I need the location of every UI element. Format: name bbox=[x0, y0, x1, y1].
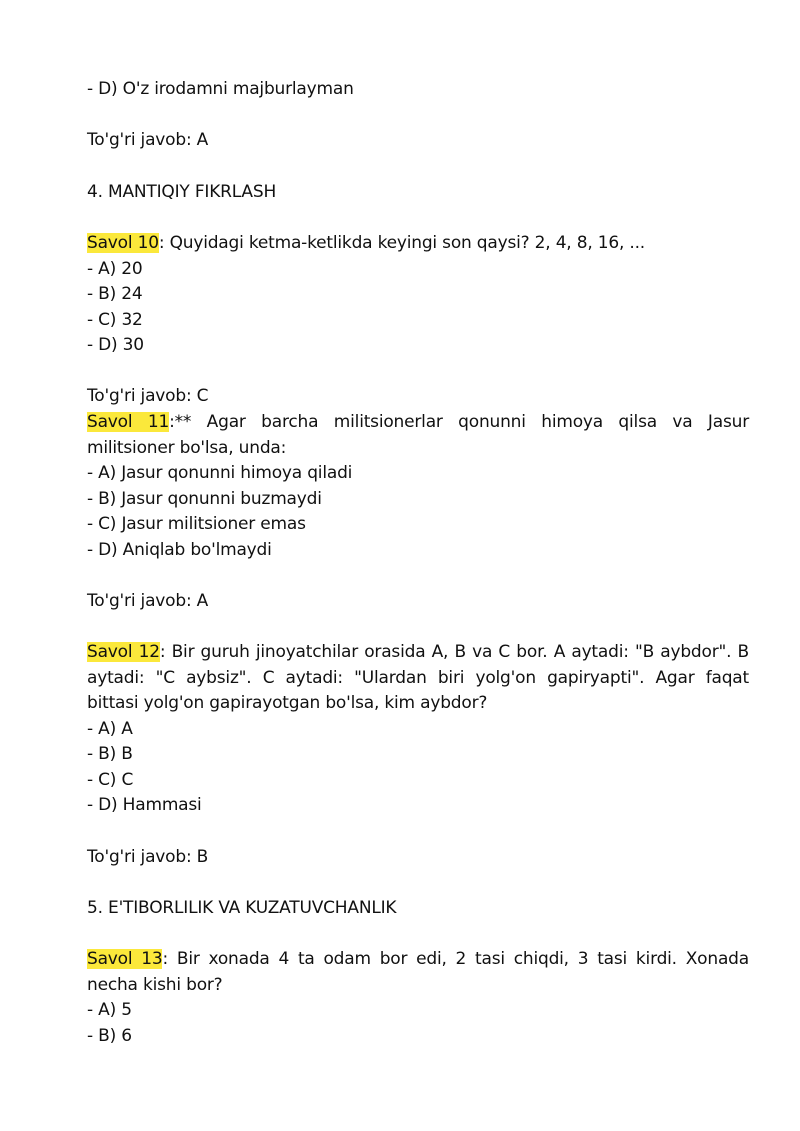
answer-12: To'g'ri javob: B bbox=[87, 847, 209, 867]
question-text: :** Agar barcha militsionerlar qonunni himoya qilsa va Jasur bbox=[169, 412, 749, 432]
option-b: - B) 6 bbox=[87, 1026, 132, 1046]
question-12-line2: aytadi: "C aybsiz". C aytadi: "Ulardan biri yolg'on gapiryapti". Agar faqat bbox=[87, 668, 749, 688]
option-b: - B) 24 bbox=[87, 284, 143, 304]
option-a: - A) Jasur qonunni himoya qiladi bbox=[87, 463, 353, 483]
question-label-highlight: Savol 10 bbox=[87, 233, 159, 253]
option-d-previous: - D) O'z irodamni majburlayman bbox=[87, 79, 354, 99]
option-c: - C) Jasur militsioner emas bbox=[87, 514, 306, 534]
option-b: - B) B bbox=[87, 744, 133, 764]
option-d: - D) Aniqlab bo'lmaydi bbox=[87, 540, 272, 560]
answer-previous: To'g'ri javob: A bbox=[87, 130, 209, 150]
question-label-highlight: Savol 11 bbox=[87, 412, 170, 432]
option-b: - B) Jasur qonunni buzmaydi bbox=[87, 489, 322, 509]
question-text: : Bir guruh jinoyatchilar orasida A, B va C bor. A aytadi: "B aybdor". B bbox=[159, 642, 749, 662]
option-c: - C) C bbox=[87, 770, 134, 790]
question-12 bbox=[87, 641, 749, 663]
question-10 bbox=[87, 232, 645, 254]
question-label-highlight: Savol 13 bbox=[87, 949, 163, 969]
question-12-line3: bittasi yolg'on gapirayotgan bo'lsa, kim aybdor? bbox=[87, 693, 488, 713]
option-a: - A) 20 bbox=[87, 259, 143, 279]
question-11-line2: militsioner bo'lsa, unda: bbox=[87, 438, 287, 458]
question-text: : Bir xonada 4 ta odam bor edi, 2 tasi chiqdi, 3 tasi kirdi. Xonada bbox=[162, 949, 749, 969]
option-a: - A) A bbox=[87, 719, 133, 739]
answer-11: To'g'ri javob: A bbox=[87, 591, 209, 611]
section-heading-5: 5. E'TIBORLILIK VA KUZATUVCHANLIK bbox=[87, 898, 397, 918]
answer-10: To'g'ri javob: C bbox=[87, 386, 209, 406]
question-text: : Quyidagi ketma-ketlikda keyingi son qaysi? 2, 4, 8, 16, ... bbox=[158, 233, 645, 253]
question-13 bbox=[87, 948, 749, 970]
option-d: - D) 30 bbox=[87, 335, 144, 355]
question-13-line2: necha kishi bor? bbox=[87, 975, 223, 995]
section-heading-4: 4. MANTIQIY FIKRLASH bbox=[87, 182, 277, 202]
option-d: - D) Hammasi bbox=[87, 795, 202, 815]
question-label-highlight: Savol 12 bbox=[87, 642, 160, 662]
question-11 bbox=[87, 411, 749, 433]
option-a: - A) 5 bbox=[87, 1000, 132, 1020]
option-c: - C) 32 bbox=[87, 310, 143, 330]
